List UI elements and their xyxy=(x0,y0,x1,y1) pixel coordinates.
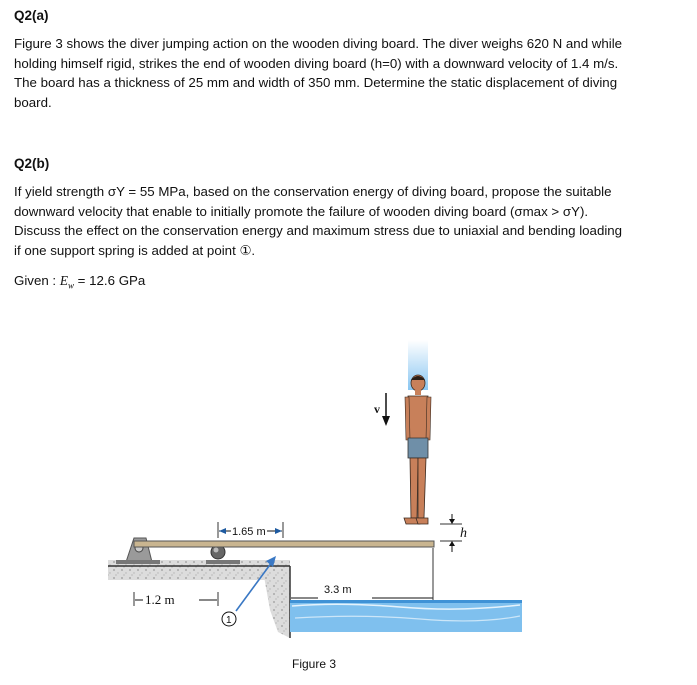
velocity-label: v xyxy=(374,402,380,416)
q2b-text: If yield strength σY = 55 MPa, based on the conservation energy of diving board, propose the suitable downward velocity that enable to initially promote the failure of wooden diving board (σmax > σY). Discuss the effect on the conservation energy and maximum stress due to uniaxial and bending loading if one support spring is added at point ①. xyxy=(14,184,623,258)
given-prefix: Given : xyxy=(14,273,60,288)
given-value: = 12.6 GPa xyxy=(73,273,146,288)
q2b-heading: Q2(b) xyxy=(14,156,50,171)
dim-3-3: 3.3 m xyxy=(324,584,352,596)
figure-caption: Figure 3 xyxy=(292,657,337,671)
q2a-heading: Q2(a) xyxy=(14,8,49,23)
diving-board xyxy=(134,541,434,547)
point-1-label: 1 xyxy=(226,615,232,626)
platform-wall xyxy=(262,565,290,638)
dim-1-2: 1.2 m xyxy=(145,592,175,607)
given-subscript: w xyxy=(67,280,74,291)
dim-1-65: 1.65 m xyxy=(232,526,266,538)
h-label: h xyxy=(460,526,467,541)
diver xyxy=(404,375,431,524)
given-symbol: E xyxy=(59,273,68,288)
q2a-text: Figure 3 shows the diver jumping action on the wooden diving board. The diver weighs 620 N and while holding himself rigid, strikes the end of wooden diving board (h=0) with a downward velocity of 1.4 m/s. The board has a thickness of 25 mm and width of 350 mm. Determine the static displacement of diving board. xyxy=(14,36,623,110)
